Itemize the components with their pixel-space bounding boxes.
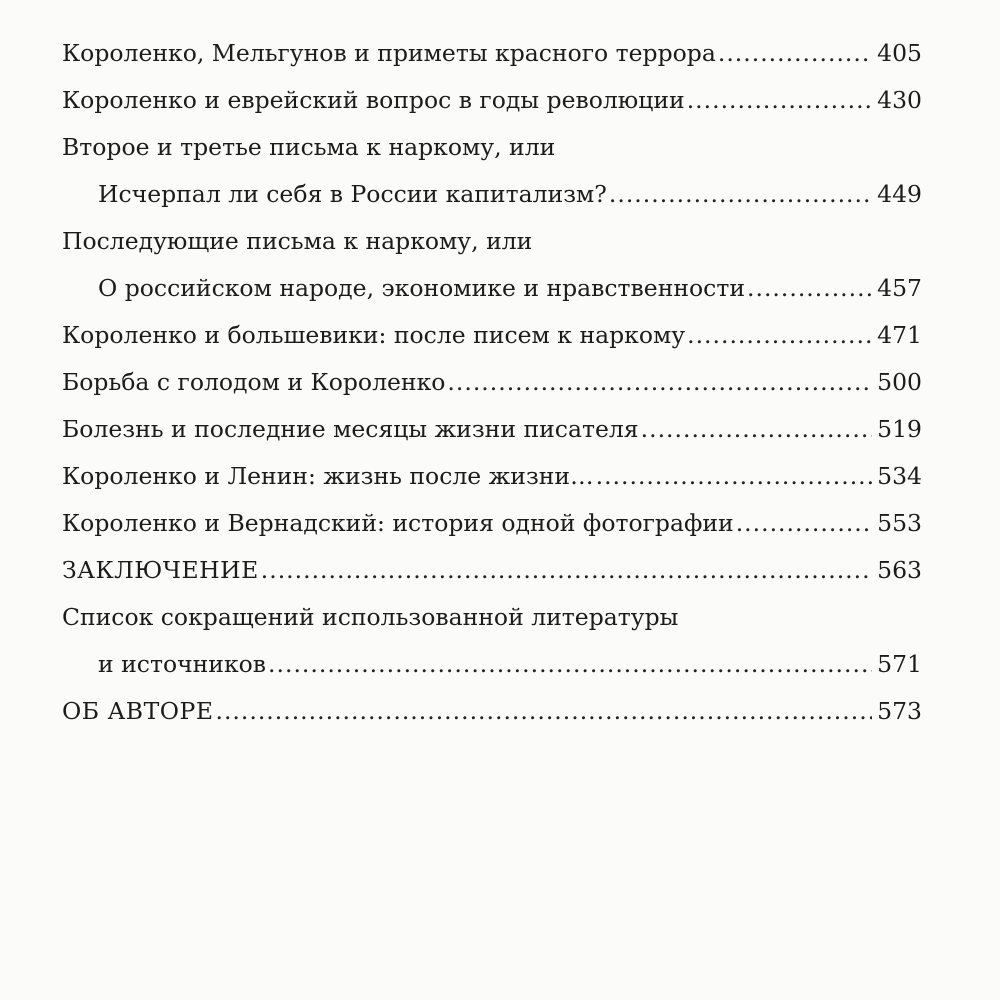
toc-entry-page: 519 <box>877 415 922 443</box>
toc-entry-page: 534 <box>877 462 922 490</box>
toc-entry <box>62 30 922 77</box>
toc-leader-dots <box>261 547 872 594</box>
toc-entry-page: 457 <box>877 274 922 302</box>
toc-entry <box>62 594 922 641</box>
toc-entry-title: Борьба с голодом и Короленко <box>62 368 446 396</box>
toc-leader-dots <box>641 406 872 453</box>
toc-entry-title: Второе и третье письма к наркому, или <box>62 133 556 161</box>
toc-entry-title: ЗАКЛЮЧЕНИЕ <box>62 556 259 584</box>
toc-entry <box>62 77 922 124</box>
toc-entry <box>62 171 922 218</box>
toc-entry-page: 500 <box>877 368 922 396</box>
table-of-contents <box>62 30 922 735</box>
toc-leader-dots <box>718 30 872 77</box>
toc-leader-dots <box>687 77 872 124</box>
toc-entry-page: 405 <box>877 39 922 67</box>
toc-leader-dots <box>447 359 872 406</box>
toc-entry <box>62 124 922 171</box>
toc-entry <box>62 359 922 406</box>
toc-entry-page: 573 <box>877 697 922 725</box>
toc-entry-title: Короленко и большевики: после писем к наркому <box>62 321 686 349</box>
toc-entry-title: Исчерпал ли себя в России капитализм? <box>98 180 607 208</box>
toc-leader-dots <box>268 641 872 688</box>
toc-entry-title: Короленко, Мельгунов и приметы красного террора <box>62 39 716 67</box>
toc-entry <box>62 406 922 453</box>
toc-leader-dots <box>687 312 872 359</box>
toc-entry-page: 449 <box>877 180 922 208</box>
toc-leader-dots <box>736 500 872 547</box>
toc-entry-page: 471 <box>877 321 922 349</box>
toc-entry <box>62 265 922 312</box>
toc-entry <box>62 500 922 547</box>
toc-entry-title: Последующие письма к наркому, или <box>62 227 533 255</box>
toc-entry-page: 553 <box>877 509 922 537</box>
toc-entry-title: Короленко и Вернадский: история одной фотографии <box>62 509 734 537</box>
toc-leader-dots <box>215 688 872 735</box>
toc-entry-page: 571 <box>877 650 922 678</box>
toc-entry-title: Болезнь и последние месяцы жизни писателя <box>62 415 639 443</box>
toc-entry <box>62 547 922 594</box>
toc-leader-dots <box>596 453 872 500</box>
toc-entry <box>62 453 922 500</box>
toc-entry-title: и источников <box>98 650 267 678</box>
toc-entry <box>62 688 922 735</box>
toc-entry-page: 563 <box>877 556 922 584</box>
toc-entry-page: 430 <box>877 86 922 114</box>
toc-leader-dots <box>609 171 872 218</box>
toc-entry-title: Короленко и еврейский вопрос в годы революции <box>62 86 685 114</box>
toc-entry <box>62 218 922 265</box>
toc-entry-title: ОБ АВТОРЕ <box>62 697 214 725</box>
toc-entry-title: Короленко и Ленин: жизнь после жизни… <box>62 462 594 490</box>
toc-entry <box>62 312 922 359</box>
toc-entry <box>62 641 922 688</box>
toc-leader-dots <box>747 265 872 312</box>
toc-entry-title: Список сокращений использованной литературы <box>62 603 679 631</box>
toc-entry-title: О российском народе, экономике и нравственности <box>98 274 745 302</box>
